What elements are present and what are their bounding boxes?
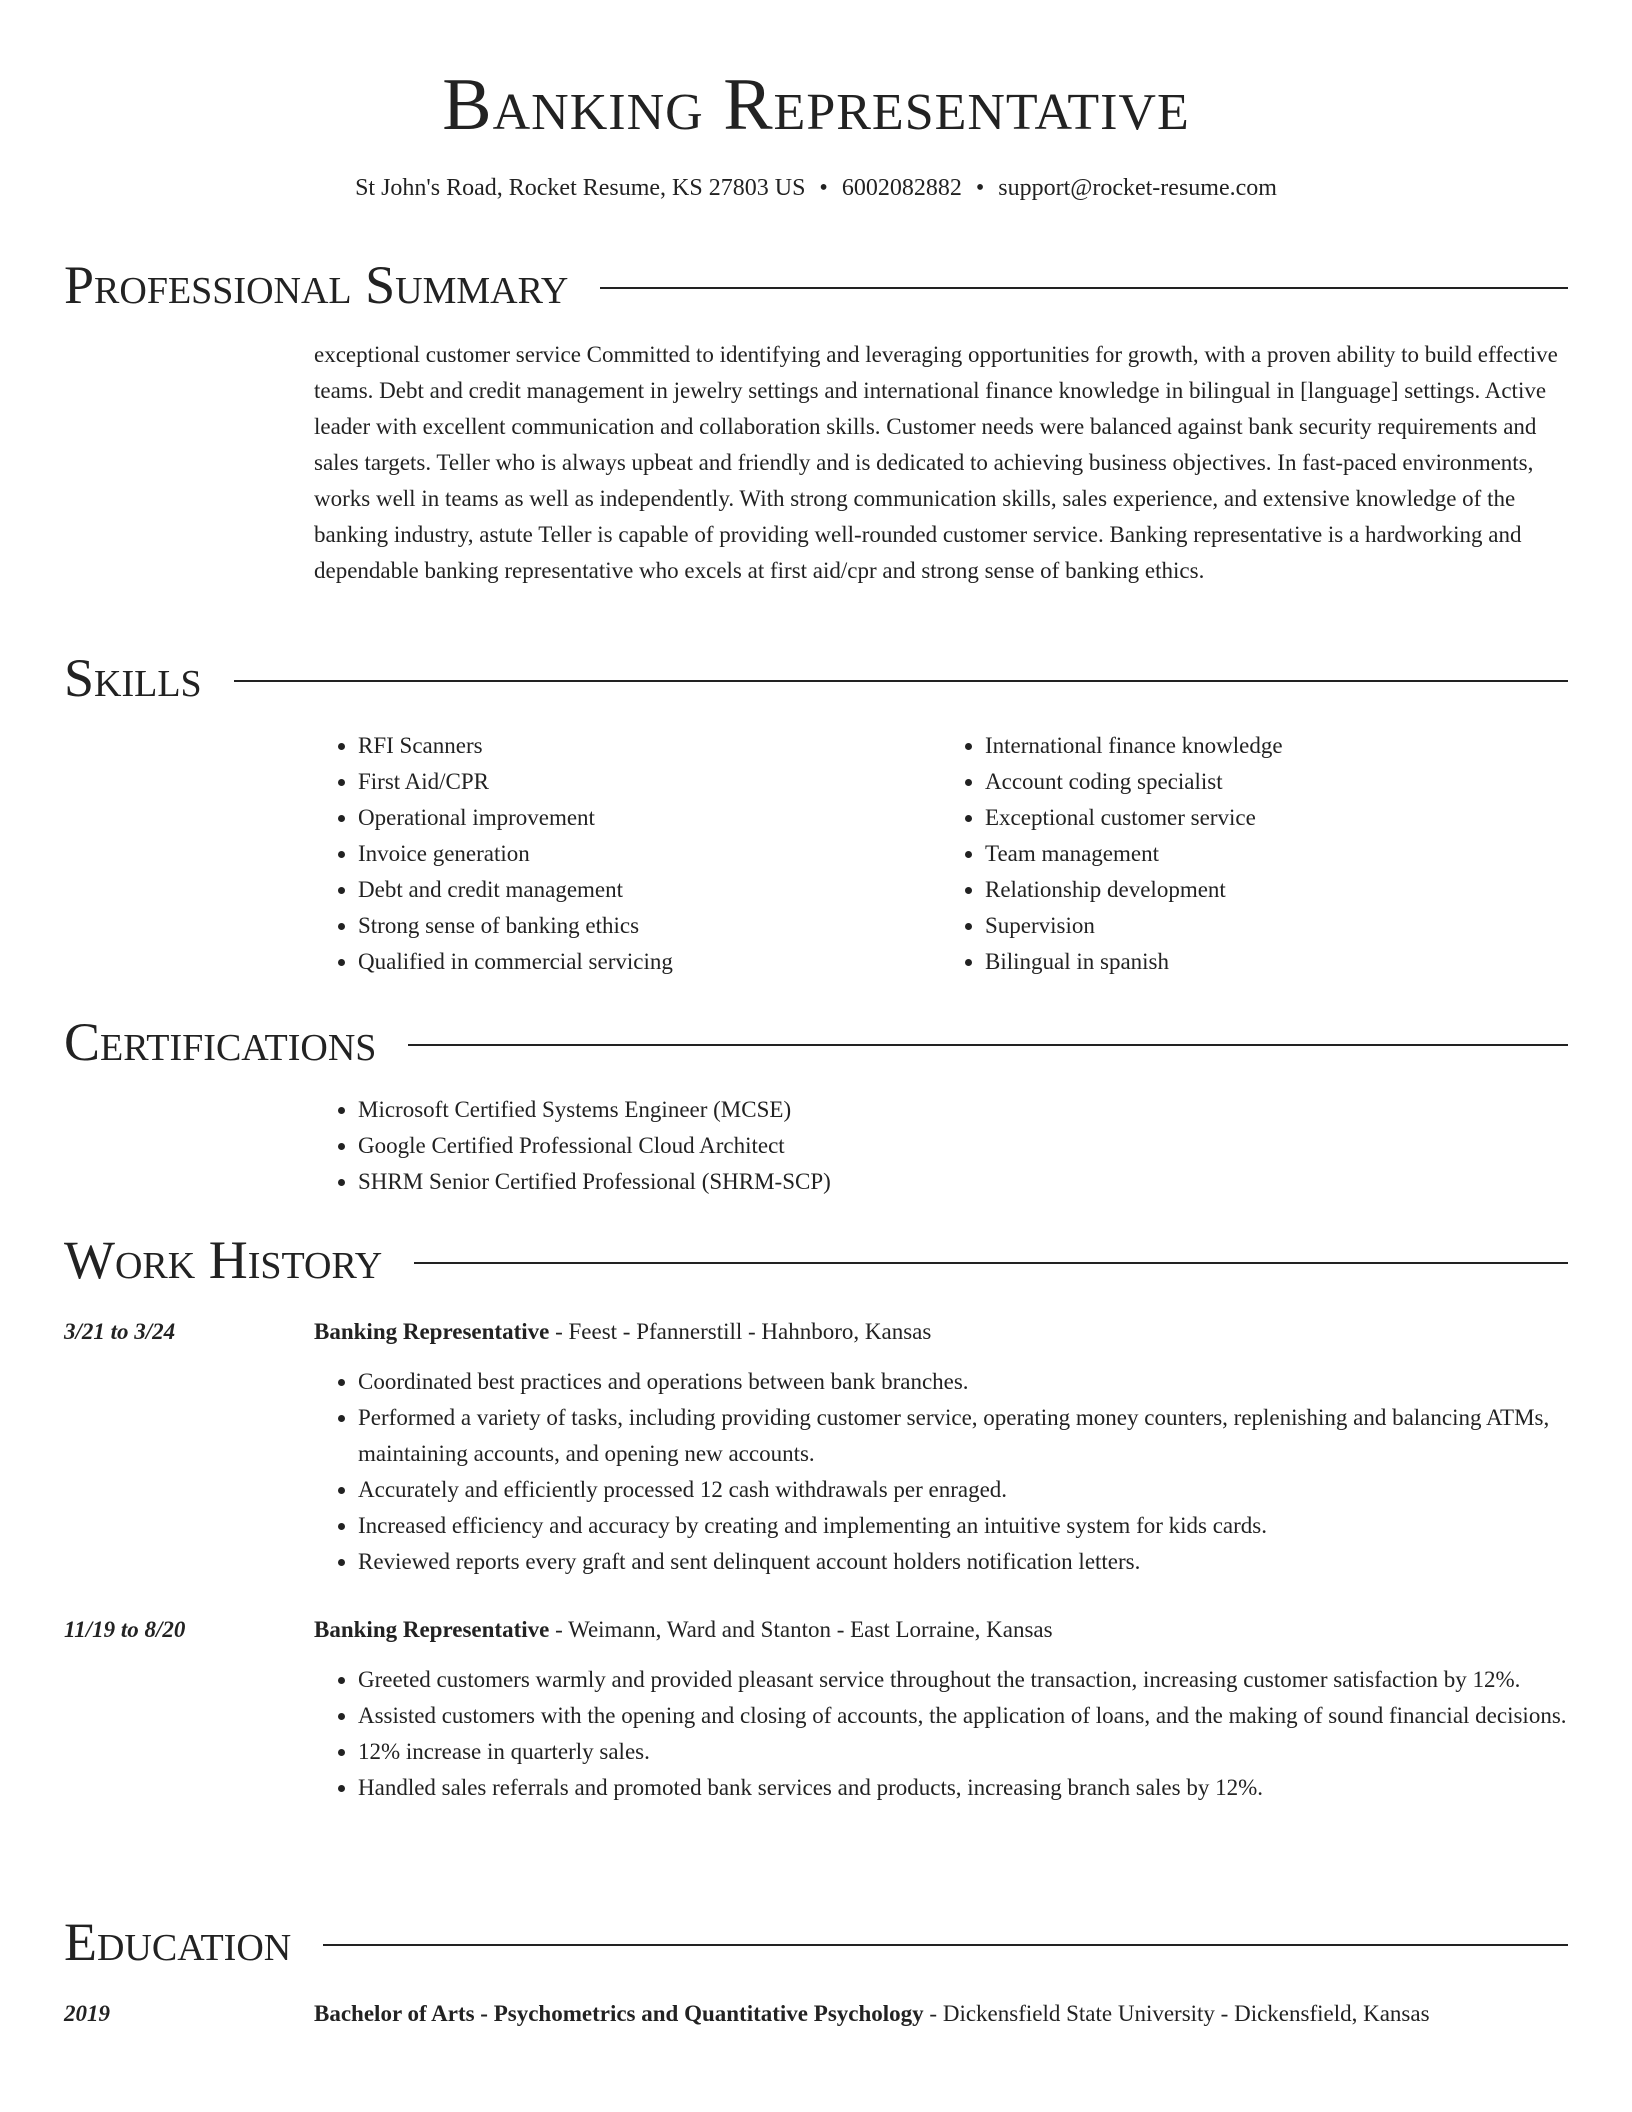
- skill-item: • Supervision: [985, 908, 1568, 944]
- education-year: 2019: [64, 2001, 110, 2026]
- skill-item: • Qualified in commercial servicing: [358, 944, 941, 980]
- summary-section: [64, 255, 1568, 589]
- section-divider: [323, 1944, 1568, 1946]
- skills-section: [64, 648, 1568, 980]
- section-title: Professional Summary: [64, 255, 569, 315]
- skills-list-left: [314, 728, 941, 980]
- section-header: [64, 1230, 1568, 1290]
- certification-item: • SHRM Senior Certified Professional (SHRM-SCP): [358, 1164, 1568, 1200]
- skill-item: • Invoice generation: [358, 836, 941, 872]
- certification-item: • Microsoft Certified Systems Engineer (MCSE): [358, 1092, 1568, 1128]
- job-role: Banking Representative: [314, 1319, 550, 1344]
- summary-body: [314, 337, 1568, 589]
- skill-item: • Bilingual in spanish: [985, 944, 1568, 980]
- job-bullet: • Handled sales referrals and promoted bank services and products, increasing branch sales by 12%.: [358, 1770, 1568, 1806]
- skill-item: • RFI Scanners: [358, 728, 941, 764]
- skill-item: • Strong sense of banking ethics: [358, 908, 941, 944]
- job-bullet: • Coordinated best practices and operations between bank branches.: [358, 1364, 1568, 1400]
- contact-email: support@rocket-resume.com: [998, 175, 1277, 201]
- job-bullet: • Greeted customers warmly and provided pleasant service throughout the transaction, increasing customer satisfaction by 12%.: [358, 1662, 1568, 1698]
- section-divider: [414, 1262, 1568, 1264]
- certifications-list: [314, 1092, 1568, 1200]
- skill-item: • First Aid/CPR: [358, 764, 941, 800]
- job-bullet: • Performed a variety of tasks, including providing customer service, operating money counters, replenishing and balancing ATMs, maintaining accounts, and opening new accounts.: [358, 1400, 1568, 1472]
- job-heading: [314, 1314, 1568, 1350]
- job-bullet: • Assisted customers with the opening and closing of accounts, the application of loans, and the making of sound financial decisions.: [358, 1698, 1568, 1734]
- section-header: [64, 1912, 1568, 1972]
- section-divider: [600, 287, 1568, 289]
- contact-line: [0, 172, 1632, 204]
- job-bullet: • Accurately and efficiently processed 12 cash withdrawals per enraged.: [358, 1472, 1568, 1508]
- contact-phone: 6002082882: [841, 175, 962, 201]
- job-dates: 11/19 to 8/20: [64, 1617, 186, 1642]
- section-header: [64, 648, 1568, 708]
- education-school: - Dickensfield State University - Dickensfield, Kansas: [923, 2001, 1430, 2026]
- contact-separator: •: [819, 175, 828, 201]
- job-details: [314, 1612, 1568, 1806]
- certifications-body: [314, 1092, 1568, 1200]
- skill-item: • Debt and credit management: [358, 872, 941, 908]
- skill-item: • International finance knowledge: [985, 728, 1568, 764]
- contact-separator: •: [975, 175, 985, 201]
- work-history-section: [64, 1230, 1568, 1806]
- job-role: Banking Representative: [314, 1617, 550, 1642]
- job-heading: [314, 1612, 1568, 1648]
- job-entry: [64, 1314, 1568, 1580]
- section-title: Certifications: [64, 1012, 377, 1072]
- education-entry: [64, 1996, 1568, 2032]
- section-title: Skills: [64, 648, 202, 708]
- skills-grid: [314, 728, 1568, 980]
- skill-item: • Relationship development: [985, 872, 1568, 908]
- skills-list-right: [941, 728, 1568, 980]
- summary-text: exceptional customer service Committed to identifying and leveraging opportunities for growth, with a proven ability to build effective teams. Debt and credit management in jewelry settings and international finance knowledge in bilingual in [language] settings. Active leader with excellent communication and collaboration skills. Customer needs were balanced against bank security requirements and sales targets. Teller who is always upbeat and friendly and is dedicated to achieving business objectives. In fast-paced environments, works well in teams as well as independently. With strong communication skills, sales experience, and extensive knowledge of the banking industry, astute Teller is capable of providing well-rounded customer service. Banking representative is a hardworking and dependable banking representative who excels at first aid/cpr and strong sense of banking ethics.: [314, 342, 1558, 583]
- resume-name: Banking Representative: [442, 64, 1190, 146]
- section-title: Education: [64, 1912, 292, 1972]
- education-details: [314, 1996, 1568, 2032]
- job-company: - Feest - Pfannerstill - Hahnboro, Kansas: [549, 1319, 932, 1344]
- job-bullets: [314, 1662, 1568, 1806]
- skill-item: • Team management: [985, 836, 1568, 872]
- section-header: [64, 255, 1568, 315]
- job-bullets: [314, 1364, 1568, 1580]
- section-header: [64, 1012, 1568, 1072]
- job-entry: [64, 1612, 1568, 1806]
- certifications-section: [64, 1012, 1568, 1200]
- job-dates: 3/21 to 3/24: [64, 1319, 176, 1344]
- certification-item: • Google Certified Professional Cloud Architect: [358, 1128, 1568, 1164]
- section-divider: [234, 680, 1568, 682]
- education-section: [64, 1912, 1568, 2032]
- job-company: - Weimann, Ward and Stanton - East Lorraine, Kansas: [549, 1617, 1053, 1642]
- job-bullet: • 12% increase in quarterly sales.: [358, 1734, 1568, 1770]
- skill-item: • Exceptional customer service: [985, 800, 1568, 836]
- section-divider: [408, 1044, 1568, 1046]
- skill-item: • Account coding specialist: [985, 764, 1568, 800]
- job-details: [314, 1314, 1568, 1580]
- job-bullet: • Increased efficiency and accuracy by creating and implementing an intuitive system for kids cards.: [358, 1508, 1568, 1544]
- contact-address: St John's Road, Rocket Resume, KS 27803 US: [355, 175, 806, 201]
- job-bullet: • Reviewed reports every graft and sent delinquent account holders notification letters.: [358, 1544, 1568, 1580]
- education-degree: Bachelor of Arts - Psychometrics and Quantitative Psychology: [314, 2001, 924, 2026]
- skill-item: • Operational improvement: [358, 800, 941, 836]
- section-title: Work History: [64, 1230, 383, 1290]
